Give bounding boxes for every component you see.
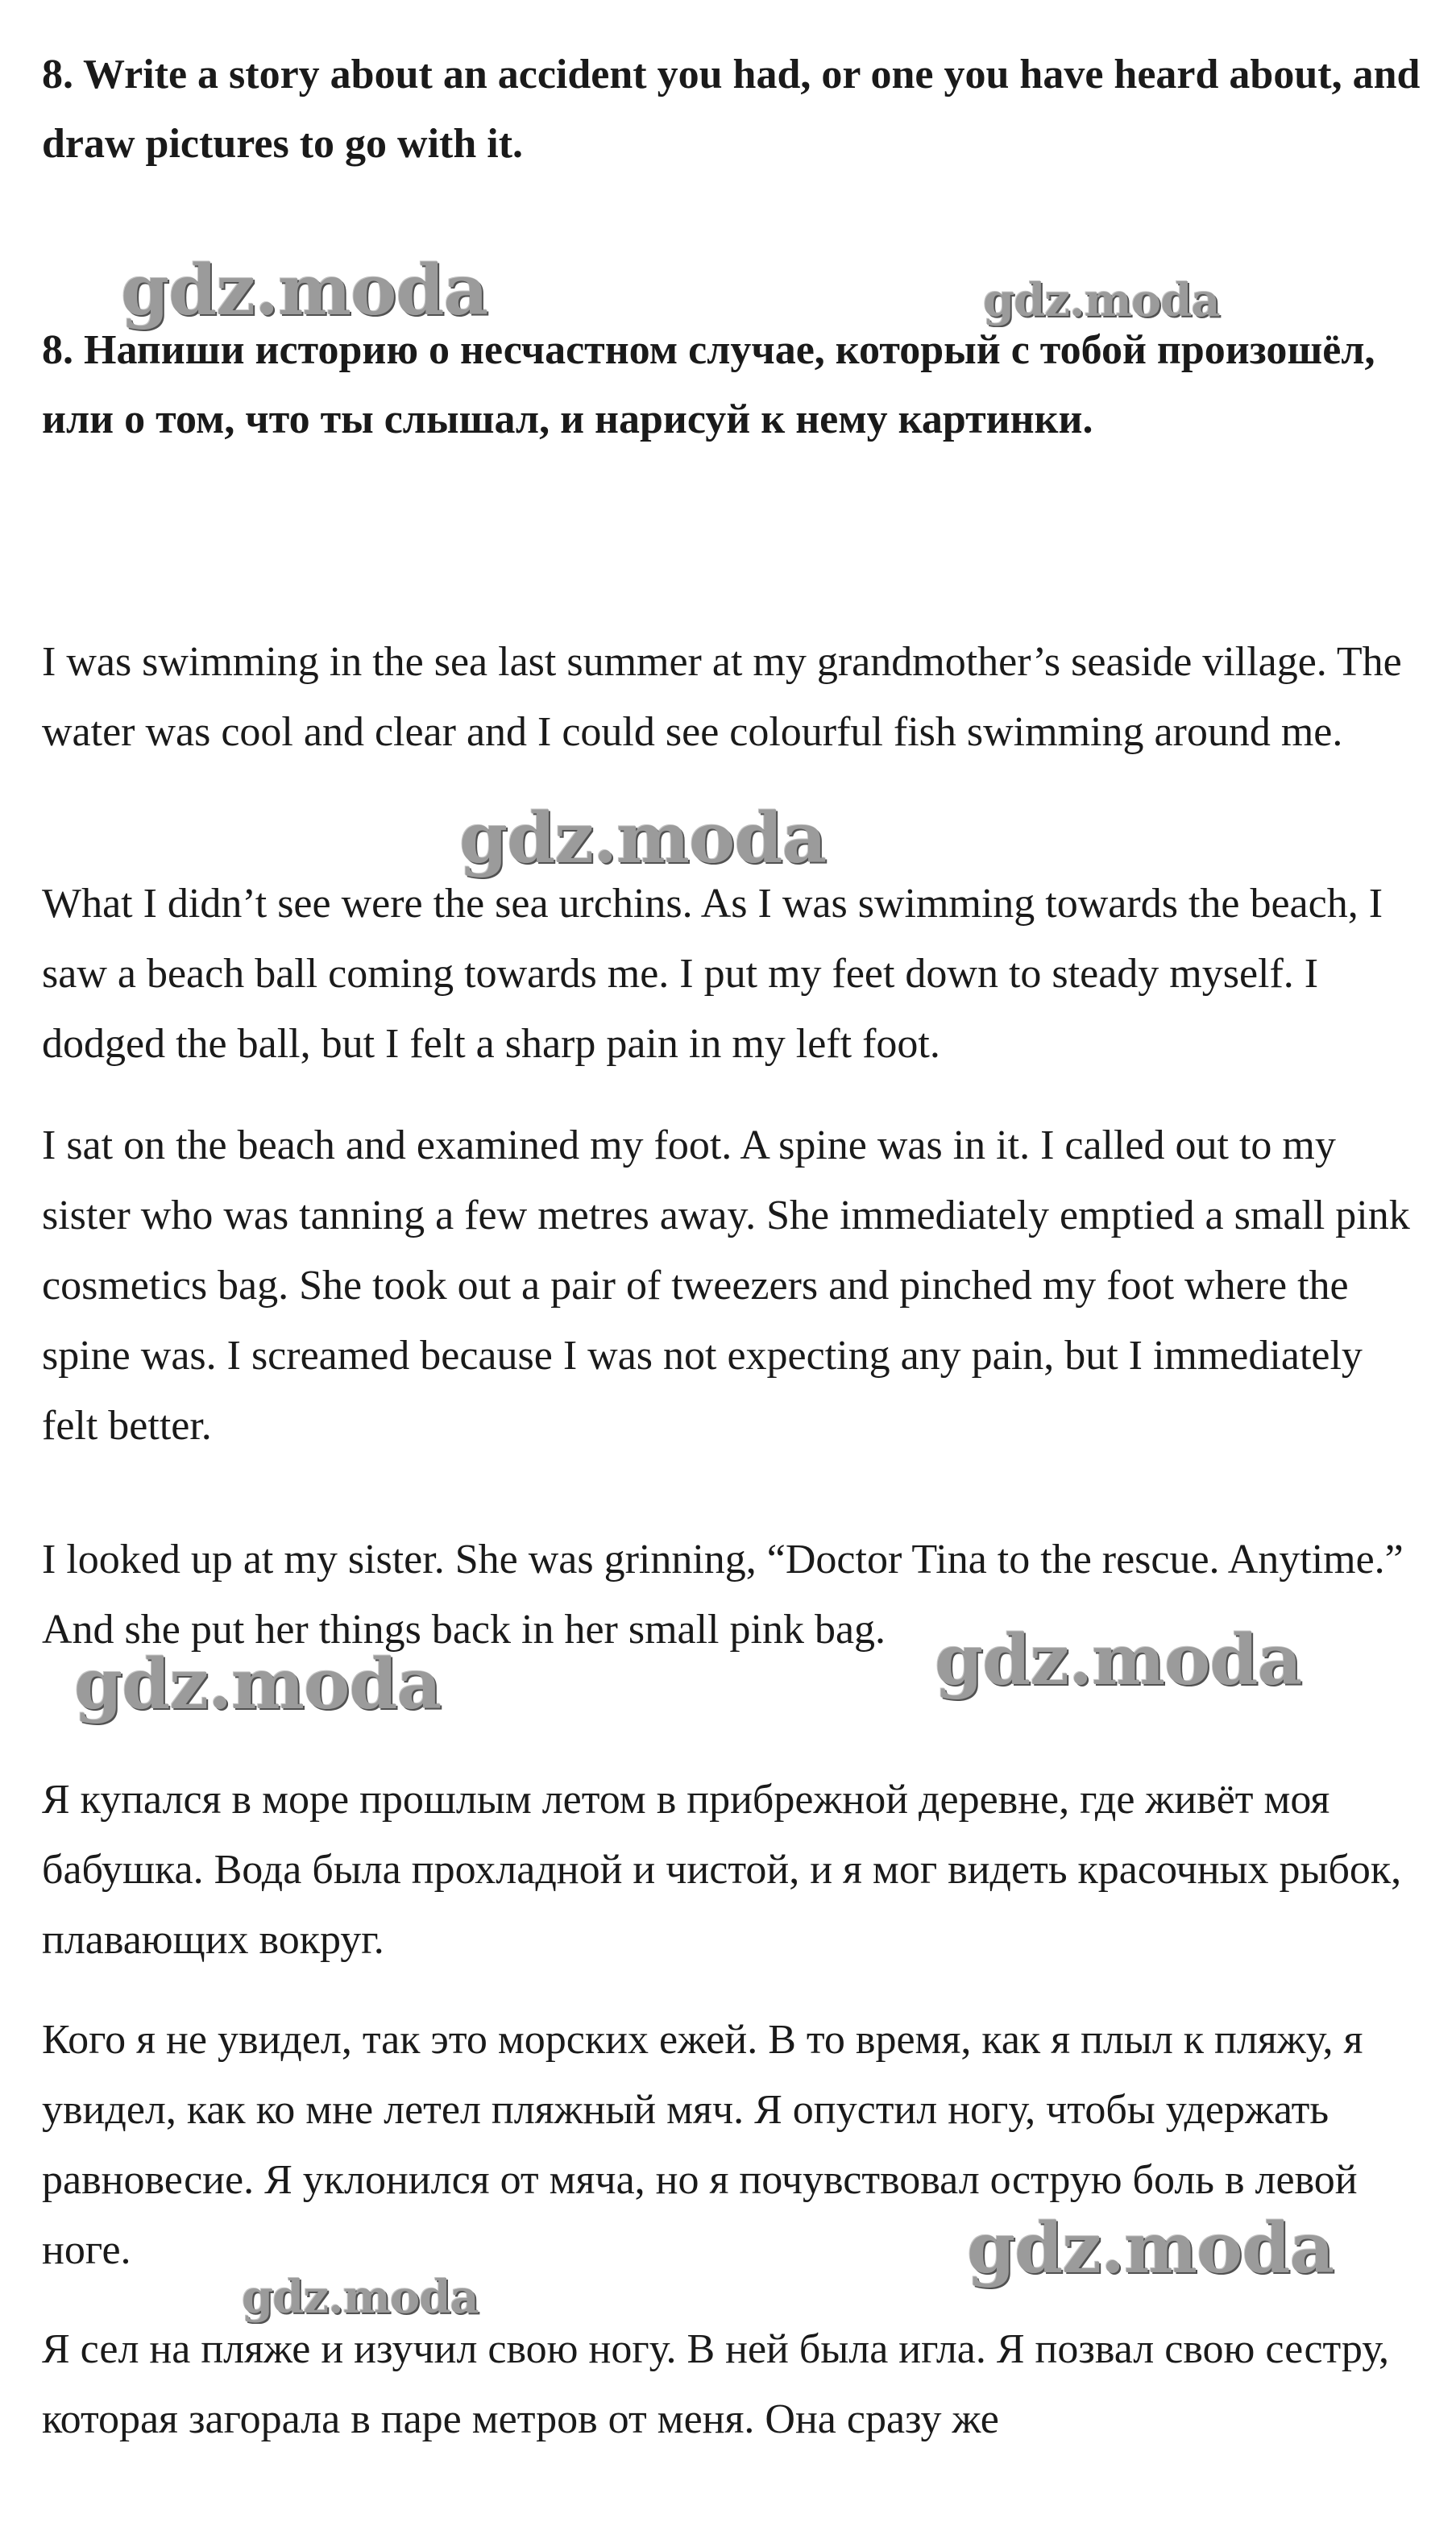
watermark-logo: gdz.moda xyxy=(983,274,1220,327)
task-title-russian: 8. Напиши историю о несчастном случае, который с тобой произошёл, или о том, что ты слышал, и нарисуй к нему картинки. xyxy=(42,327,1375,442)
task-title-english: 8. Write a story about an accident you had, or one you have heard about, and draw pictures to go with it. xyxy=(42,52,1421,167)
watermark-logo: gdz.moda xyxy=(967,2208,1334,2289)
story-en-paragraph-4: I looked up at my sister. She was grinning, “Doctor Tina to the rescue. Anytime.” And she put her things back in her small pink bag. xyxy=(42,1537,1404,1653)
watermark-logo: gdz.moda xyxy=(121,250,488,331)
watermark-logo: gdz.moda xyxy=(74,1644,442,1725)
story-en-paragraph-1: I was swimming in the sea last summer at my grandmother’s seaside village. The water was cool and clear and I could see colourful fish swimming around me. xyxy=(42,639,1402,755)
story-ru-paragraph-3: Я сел на пляже и изучил свою ногу. В ней была игла. Я позвал свою сестру, которая загорала в паре метров от меня. Она сразу же xyxy=(42,2326,1390,2442)
story-en-paragraph-2: What I didn’t see were the sea urchins. As I was swimming towards the beach, I saw a beach ball coming towards me. I put my feet down to steady myself. I dodged the ball, but I felt a sharp pain in my left foot. xyxy=(42,881,1383,1067)
story-ru-paragraph-2: Кого я не увидел, так это морских ежей. В то время, как я плыл к пляжу, я увидел, как ко мне летел пляжный мяч. Я опустил ногу, чтобы удержать равновесие. Я уклонился от мяча, но я почувствовал острую боль в левой ноге. xyxy=(42,2017,1363,2273)
watermark-logo: gdz.moda xyxy=(242,2271,479,2324)
story-ru-paragraph-1: Я купался в море прошлым летом в прибрежной деревне, где живёт моя бабушка. Вода была прохладной и чистой, и я мог видеть красочных рыбок, плавающих вокруг. xyxy=(42,1777,1402,1963)
watermark-logo: gdz.moda xyxy=(459,798,827,879)
story-en-paragraph-3: I sat on the beach and examined my foot. A spine was in it. I called out to my sister who was tanning a few metres away. She immediately emptied a small pink cosmetics bag. She took out a pair of tweezers and pinched my foot where the spine was. I screamed because I was not expecting any pain, but I immediately felt better. xyxy=(42,1122,1410,1449)
watermark-logo: gdz.moda xyxy=(935,1620,1302,1701)
